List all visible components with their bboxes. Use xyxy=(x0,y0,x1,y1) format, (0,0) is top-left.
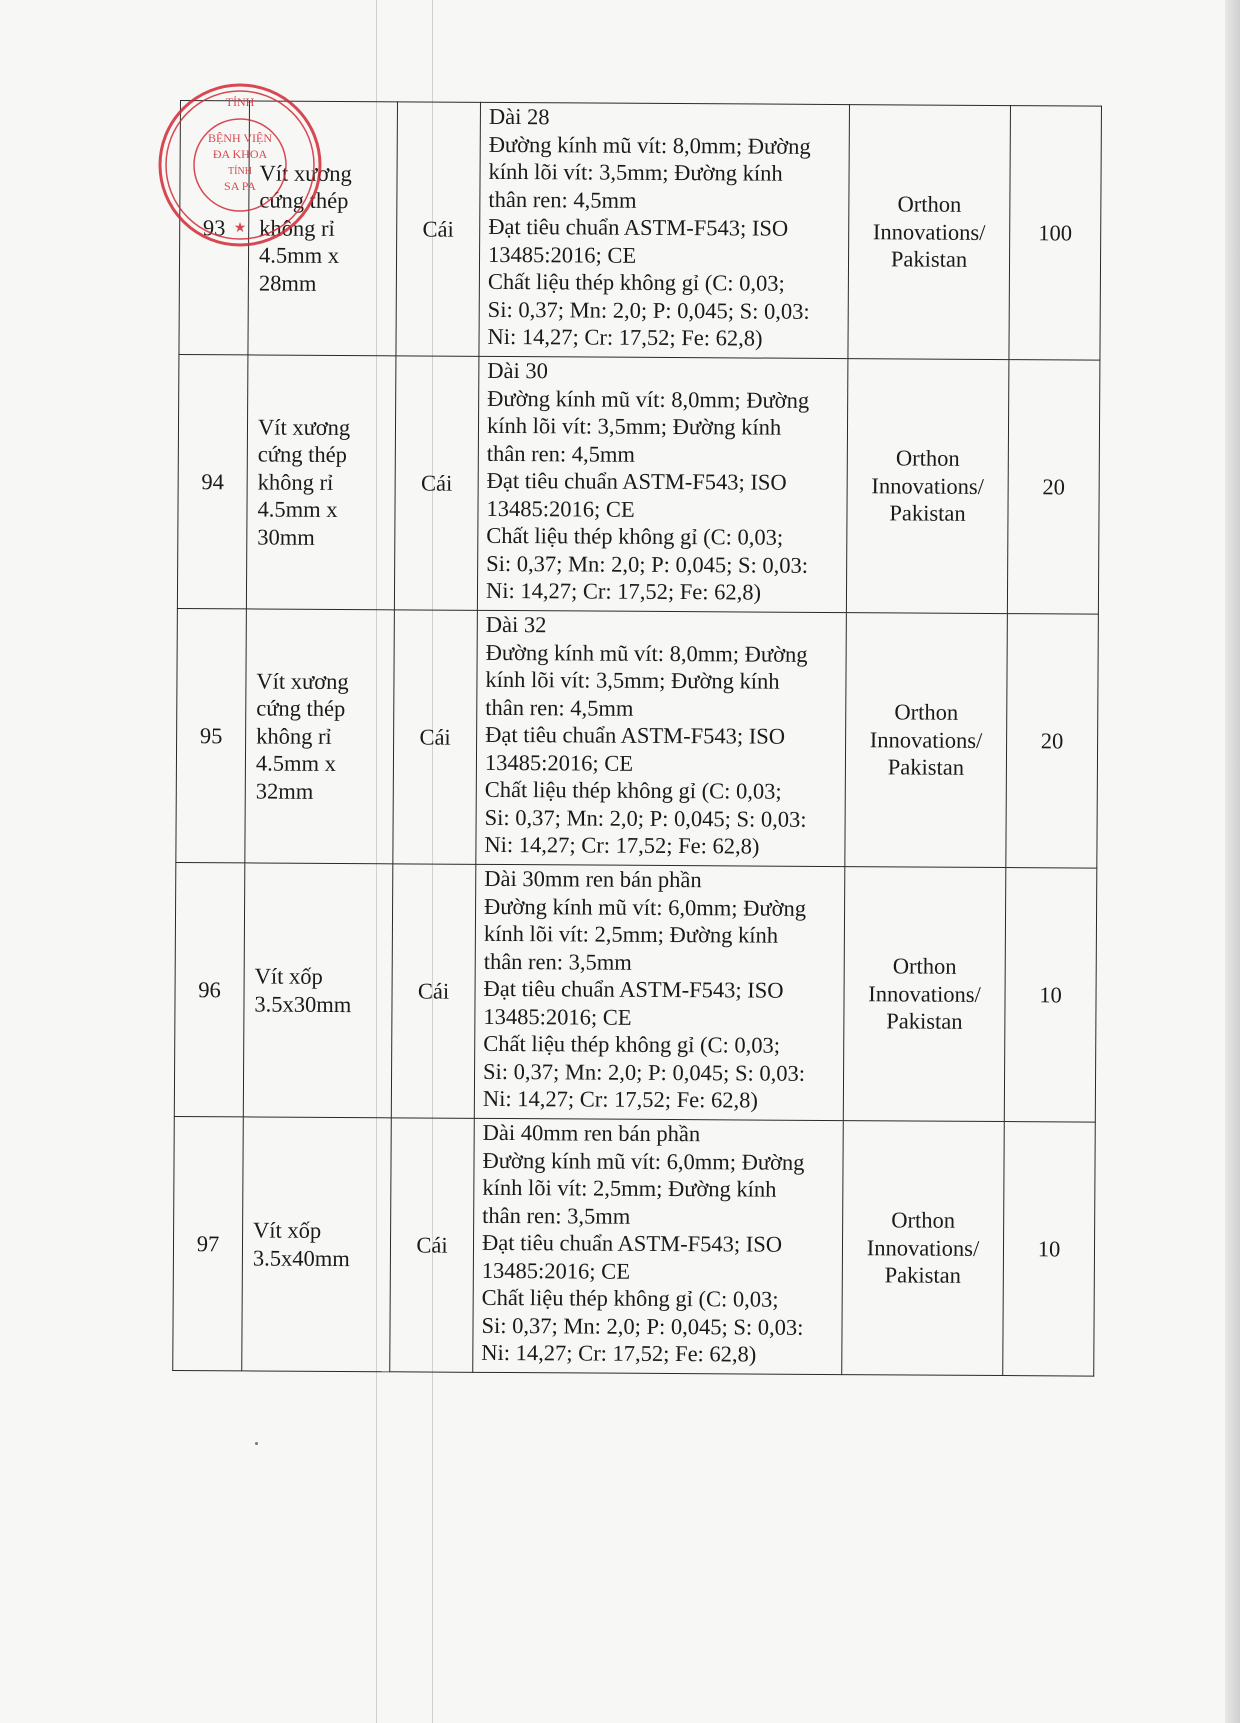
unit-cell: Cái xyxy=(391,864,476,1119)
desc-line: thân ren: 3,5mm xyxy=(482,1202,631,1229)
unit-cell: Cái xyxy=(390,1118,475,1373)
origin-line: Orthon xyxy=(891,1207,956,1234)
desc-line: Ni: 14,27; Cr: 17,52; Fe: 62,8) xyxy=(481,1339,757,1367)
origin-cell xyxy=(848,105,1011,360)
desc-line: Ni: 14,27; Cr: 17,52; Fe: 62,8) xyxy=(485,577,762,605)
svg-text:★: ★ xyxy=(233,221,247,236)
table-body xyxy=(173,101,1102,1377)
desc-line: Dài 28 xyxy=(488,103,550,130)
quantity-cell: 10 xyxy=(1004,868,1097,1123)
hospital-stamp-icon xyxy=(155,80,325,250)
desc-line: Đạt tiêu chuẩn ASTM-F543; ISO xyxy=(488,213,789,241)
desc-line: Si: 0,37; Mn: 2,0; P: 0,045; S: 0,03: xyxy=(482,1058,806,1086)
svg-text:TỈNH: TỈNH xyxy=(225,95,255,109)
desc-line: Chất liệu thép không gỉ (C: 0,03; xyxy=(486,522,784,550)
desc-line: 13485:2016; CE xyxy=(484,749,634,776)
name-line: 4.5mm x xyxy=(258,242,340,269)
origin-line: Pakistan xyxy=(889,500,966,527)
origin-line: Innovations/ xyxy=(868,980,981,1007)
name-line: Vít xương xyxy=(256,668,349,694)
origin-cell xyxy=(845,613,1008,868)
name-line: cứng thép xyxy=(259,187,349,214)
item-name-cell xyxy=(246,355,396,610)
quantity-cell: 10 xyxy=(1003,1122,1096,1377)
origin-line: Pakistan xyxy=(886,1008,963,1035)
desc-line: Si: 0,37; Mn: 2,0; P: 0,045; S: 0,03: xyxy=(481,1312,804,1340)
name-line: Vít xốp xyxy=(253,1217,322,1243)
quantity-cell: 20 xyxy=(1007,360,1100,615)
desc-line: Đường kính mũ vít: 8,0mm; Đường xyxy=(485,639,808,667)
desc-line: Si: 0,37; Mn: 2,0; P: 0,045; S: 0,03: xyxy=(487,296,810,324)
name-line: 28mm xyxy=(258,270,317,296)
desc-line: 13485:2016; CE xyxy=(483,1003,632,1030)
desc-line: Dài 30mm ren bán phần xyxy=(484,865,702,893)
name-line: Vít xương xyxy=(257,414,351,440)
item-name-cell xyxy=(243,863,393,1118)
desc-line: kính lõi vít: 3,5mm; Đường kính xyxy=(485,666,780,694)
desc-line: kính lõi vít: 2,5mm; Đường kính xyxy=(482,1174,777,1202)
item-number-cell: 97 xyxy=(173,1116,244,1370)
origin-line: Orthon xyxy=(892,953,957,980)
desc-line: Dài 32 xyxy=(485,611,547,638)
unit-cell: Cái xyxy=(396,102,481,357)
specification-cell xyxy=(477,356,848,612)
item-number-cell: 95 xyxy=(176,608,247,862)
desc-line: Đường kính mũ vít: 6,0mm; Đường xyxy=(482,1147,805,1175)
desc-line: Đường kính mũ vít: 6,0mm; Đường xyxy=(484,893,807,921)
desc-line: 13485:2016; CE xyxy=(481,1257,631,1284)
item-number-cell: 93 xyxy=(179,101,250,355)
origin-line: Innovations/ xyxy=(869,726,983,753)
name-line: 30mm xyxy=(257,524,315,550)
desc-line: Ni: 14,27; Cr: 17,52; Fe: 62,8) xyxy=(484,831,760,859)
desc-line: Dài 40mm ren bán phần xyxy=(482,1119,701,1147)
table-row xyxy=(174,862,1097,1122)
name-line: không rỉ xyxy=(257,469,334,495)
desc-line: Chất liệu thép không gỉ (C: 0,03; xyxy=(481,1284,779,1312)
unit-cell: Cái xyxy=(394,356,479,611)
desc-line: Ni: 14,27; Cr: 17,52; Fe: 62,8) xyxy=(482,1085,758,1113)
desc-line: Đạt tiêu chuẩn ASTM-F543; ISO xyxy=(481,1229,783,1257)
origin-cell xyxy=(842,1121,1005,1376)
specification-cell xyxy=(473,1118,844,1374)
desc-line: Si: 0,37; Mn: 2,0; P: 0,045; S: 0,03: xyxy=(486,550,809,578)
desc-line: kính lõi vít: 3,5mm; Đường kính xyxy=(488,158,783,186)
name-line: 32mm xyxy=(255,778,314,804)
desc-line: Đạt tiêu chuẩn ASTM-F543; ISO xyxy=(485,721,786,749)
desc-line: 13485:2016; CE xyxy=(487,241,637,268)
name-line: cứng thép xyxy=(257,441,347,468)
desc-line: thân ren: 4,5mm xyxy=(485,694,634,721)
equipment-spec-table xyxy=(172,100,1102,1377)
desc-line: Đạt tiêu chuẩn ASTM-F543; ISO xyxy=(486,467,787,495)
specification-cell xyxy=(474,864,845,1120)
name-line: Vít xương xyxy=(259,160,352,186)
origin-cell xyxy=(846,359,1009,614)
origin-line: Innovations/ xyxy=(872,218,986,245)
table-row xyxy=(176,608,1099,868)
origin-line: Innovations/ xyxy=(866,1234,980,1261)
desc-line: Đường kính mũ vít: 8,0mm; Đường xyxy=(487,385,810,413)
desc-line: Đường kính mũ vít: 8,0mm; Đường xyxy=(488,131,811,159)
name-line: không rỉ xyxy=(256,723,332,749)
desc-line: kính lõi vít: 3,5mm; Đường kính xyxy=(486,412,782,440)
desc-line: Chất liệu thép không gỉ (C: 0,03; xyxy=(487,268,785,296)
page-edge-shadow xyxy=(1225,0,1240,1723)
quantity-cell: 20 xyxy=(1006,614,1099,869)
table-row xyxy=(177,354,1100,614)
name-line: cứng thép xyxy=(256,695,346,722)
name-line: 3.5x40mm xyxy=(252,1244,350,1271)
desc-line: Đạt tiêu chuẩn ASTM-F543; ISO xyxy=(483,975,784,1003)
scan-dot xyxy=(255,1442,258,1445)
table-row xyxy=(173,1116,1096,1376)
svg-text:ĐA KHOA: ĐA KHOA xyxy=(212,147,268,161)
desc-line: thân ren: 3,5mm xyxy=(483,948,632,975)
origin-cell xyxy=(843,867,1006,1122)
svg-text:TỈNH: TỈNH xyxy=(228,166,252,177)
name-line: không rỉ xyxy=(259,215,335,241)
specification-cell xyxy=(476,610,847,866)
origin-line: Orthon xyxy=(897,191,962,218)
desc-line: Dài 30 xyxy=(487,357,549,384)
svg-text:SA PA: SA PA xyxy=(224,179,256,193)
origin-line: Pakistan xyxy=(884,1262,962,1289)
desc-line: Chất liệu thép không gỉ (C: 0,03; xyxy=(483,1030,781,1058)
specification-cell xyxy=(479,102,850,358)
name-line: Vít xốp xyxy=(254,963,323,989)
origin-line: Pakistan xyxy=(887,754,965,781)
desc-line: 13485:2016; CE xyxy=(486,495,635,522)
svg-text:BỆNH VIỆN: BỆNH VIỆN xyxy=(207,131,273,145)
desc-line: thân ren: 4,5mm xyxy=(488,186,637,213)
item-name-cell xyxy=(242,1117,392,1372)
name-line: 4.5mm x xyxy=(255,750,337,777)
origin-line: Innovations/ xyxy=(871,472,984,499)
desc-line: Si: 0,37; Mn: 2,0; P: 0,045; S: 0,03: xyxy=(484,804,807,832)
name-line: 3.5x30mm xyxy=(254,990,352,1017)
origin-line: Orthon xyxy=(895,445,960,472)
desc-line: kính lõi vít: 2,5mm; Đường kính xyxy=(483,920,779,948)
item-name-cell xyxy=(245,609,395,864)
desc-line: Chất liệu thép không gỉ (C: 0,03; xyxy=(484,776,782,804)
desc-line: Ni: 14,27; Cr: 17,52; Fe: 62,8) xyxy=(487,323,763,351)
quantity-cell: 100 xyxy=(1009,106,1102,361)
item-number-cell: 96 xyxy=(174,862,245,1116)
item-number-cell: 94 xyxy=(177,354,248,608)
unit-cell: Cái xyxy=(393,610,478,865)
origin-line: Pakistan xyxy=(890,246,968,273)
origin-line: Orthon xyxy=(894,699,959,726)
name-line: 4.5mm x xyxy=(257,496,338,523)
desc-line: thân ren: 4,5mm xyxy=(486,440,636,467)
